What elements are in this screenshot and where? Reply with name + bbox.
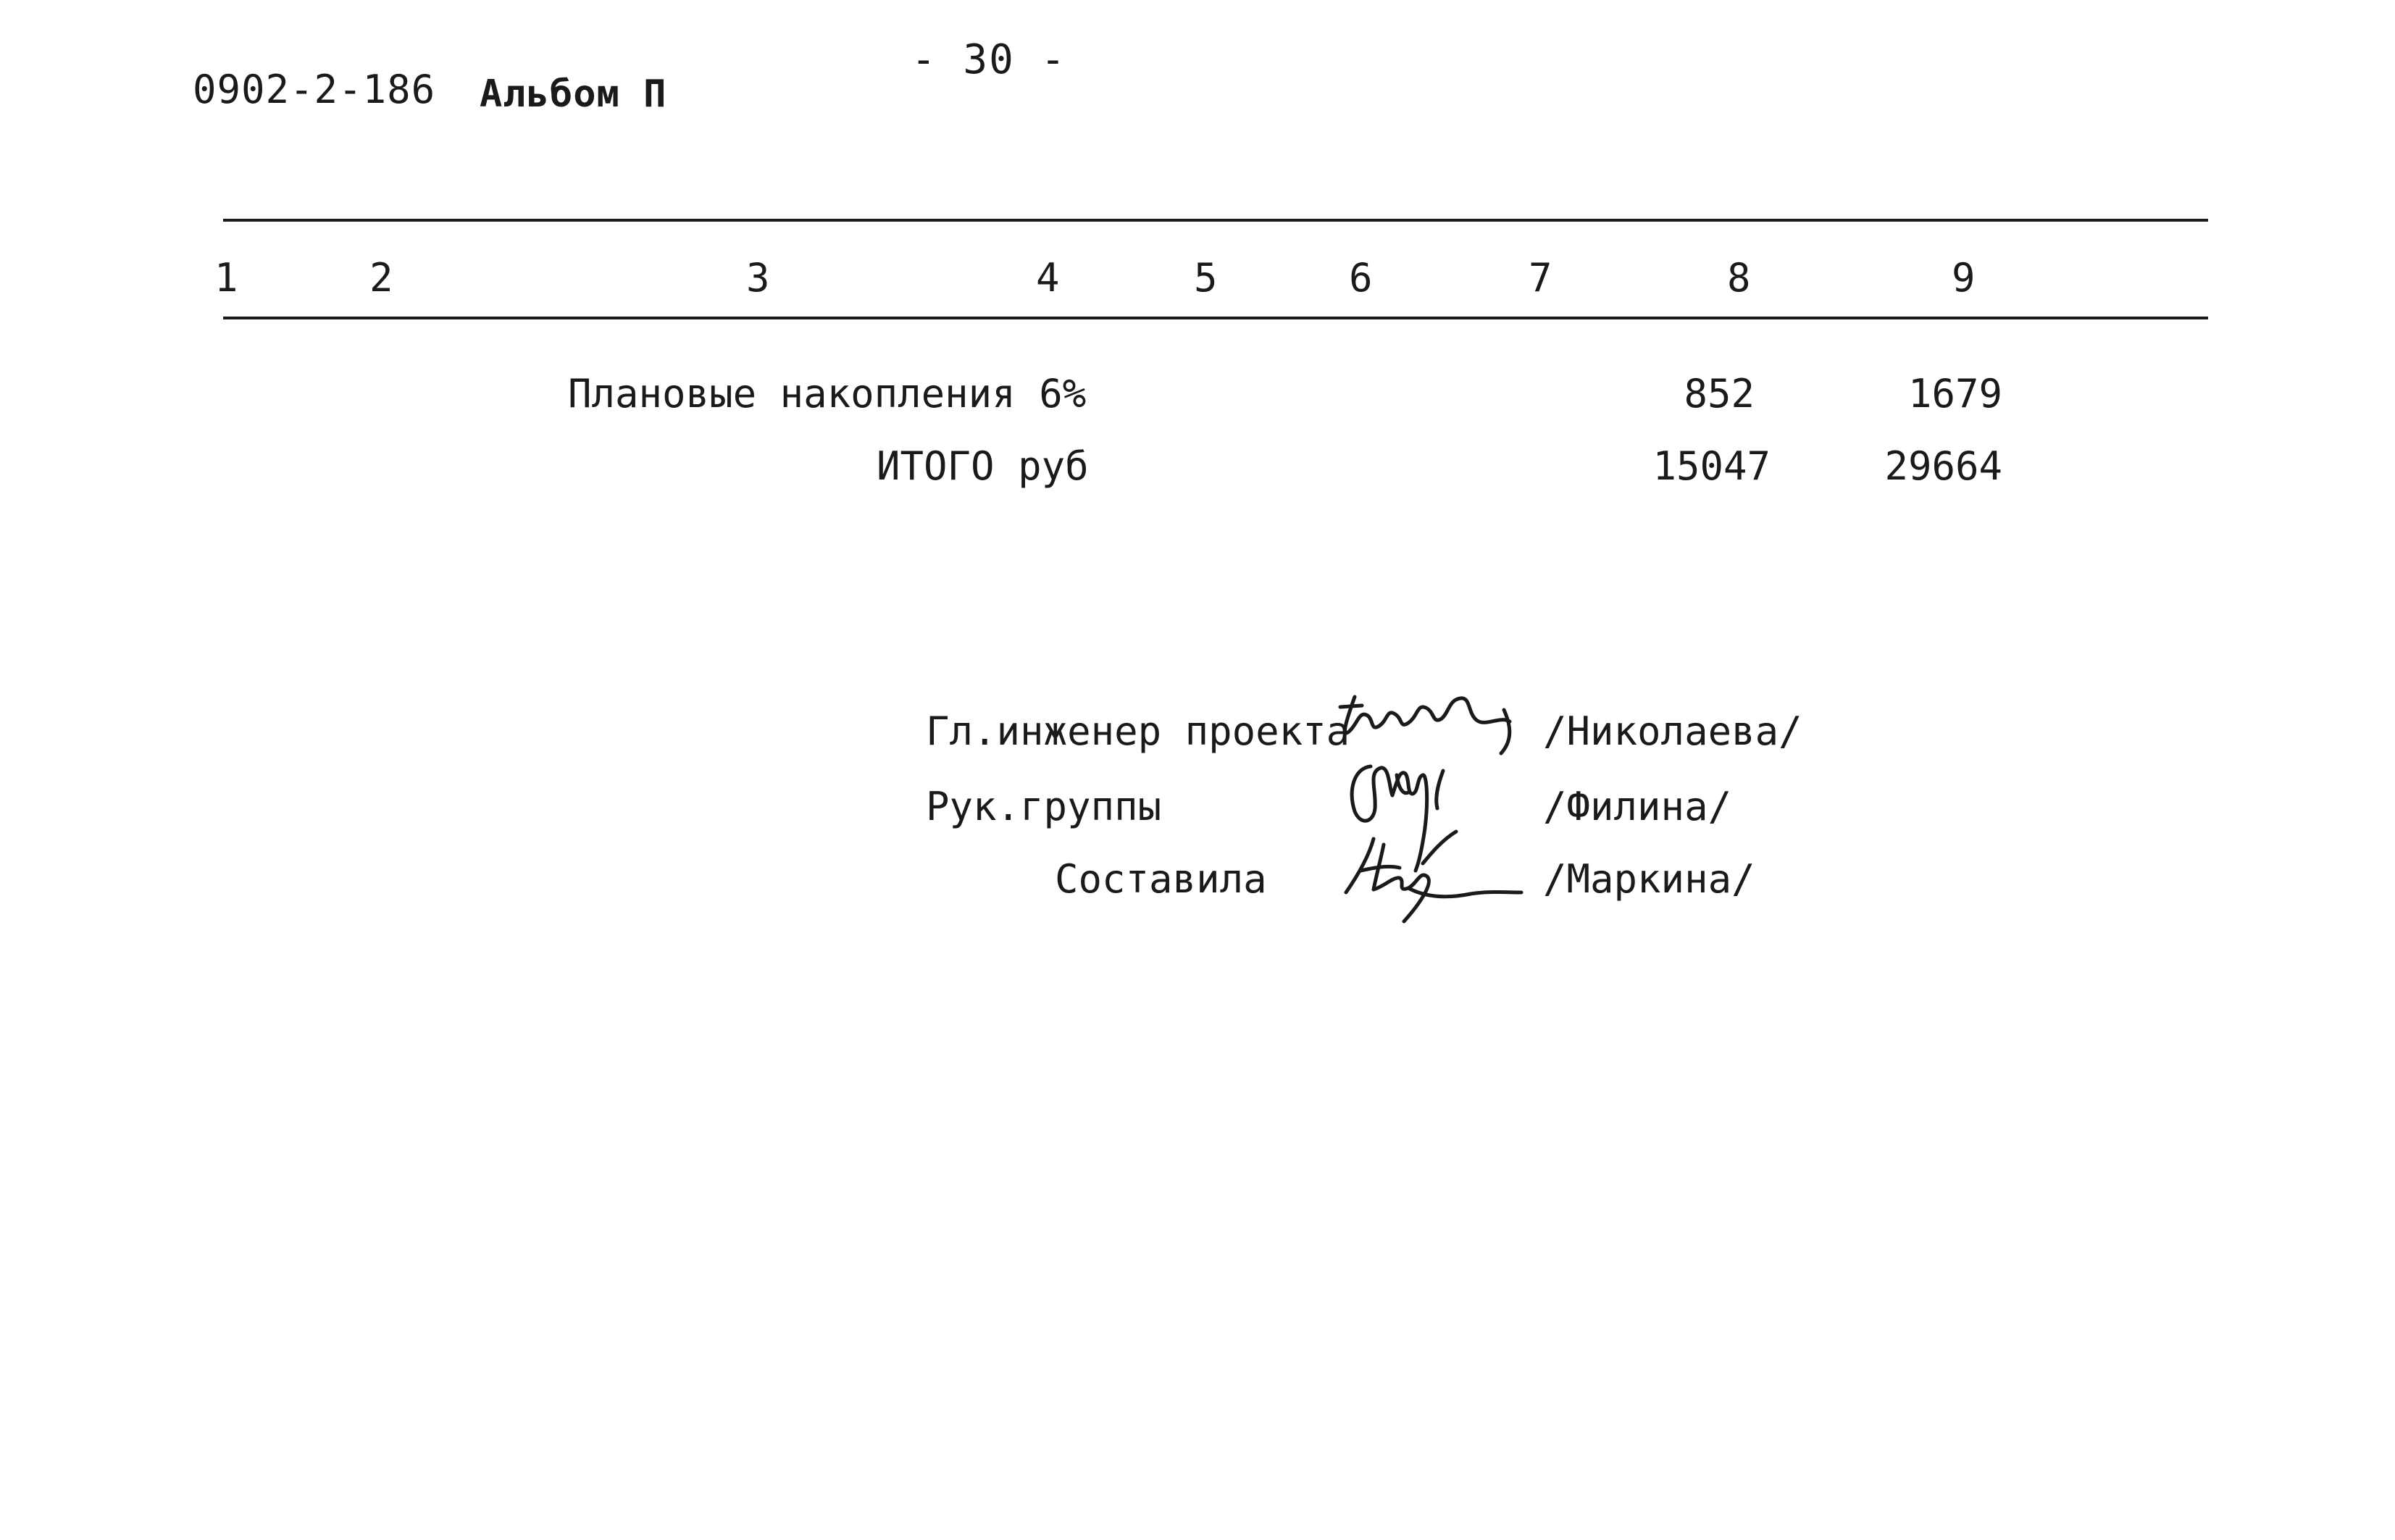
row-label-planned-accumulations: Плановые накопления 6%	[568, 371, 1087, 417]
table-top-rule	[223, 219, 2208, 222]
table-header-rule	[223, 317, 2208, 319]
signature-role-group-head: Рук.группы	[926, 784, 1162, 829]
row1-col8-value: 852	[1684, 371, 1755, 417]
column-number-7: 7	[1529, 255, 1552, 301]
signature-role-chief-engineer: Гл.инженер проекта	[926, 708, 1350, 754]
row-label-total: ИТОГО руб	[877, 443, 1089, 489]
column-number-4: 4	[1036, 255, 1060, 301]
column-number-5: 5	[1194, 255, 1218, 301]
album-label: Альбом П	[480, 72, 667, 116]
page-number: - 30 -	[911, 36, 1067, 83]
row2-col8-value: 15047	[1652, 443, 1771, 489]
signature-role-compiled-by: Составила	[1055, 856, 1267, 902]
column-number-1: 1	[214, 255, 238, 301]
column-number-3: 3	[746, 255, 770, 301]
column-number-6: 6	[1349, 255, 1373, 301]
column-number-9: 9	[1952, 255, 1976, 301]
document-code: 0902-2-186	[193, 67, 436, 112]
handwritten-signatures	[1333, 681, 1550, 942]
signature-scribble-2	[1352, 766, 1427, 871]
column-number-2: 2	[369, 255, 393, 301]
row1-col9-value: 1679	[1907, 371, 2002, 417]
column-number-8: 8	[1727, 255, 1751, 301]
signature-scribble-3	[1346, 832, 1521, 921]
signature-name-markina: /Маркина/	[1543, 856, 1755, 902]
signature-scribble-1	[1345, 697, 1510, 733]
signature-name-filina: /Филина/	[1543, 784, 1732, 829]
row2-col9-value: 29664	[1884, 443, 2002, 489]
signature-name-nikolaeva: /Николаева/	[1543, 708, 1802, 754]
